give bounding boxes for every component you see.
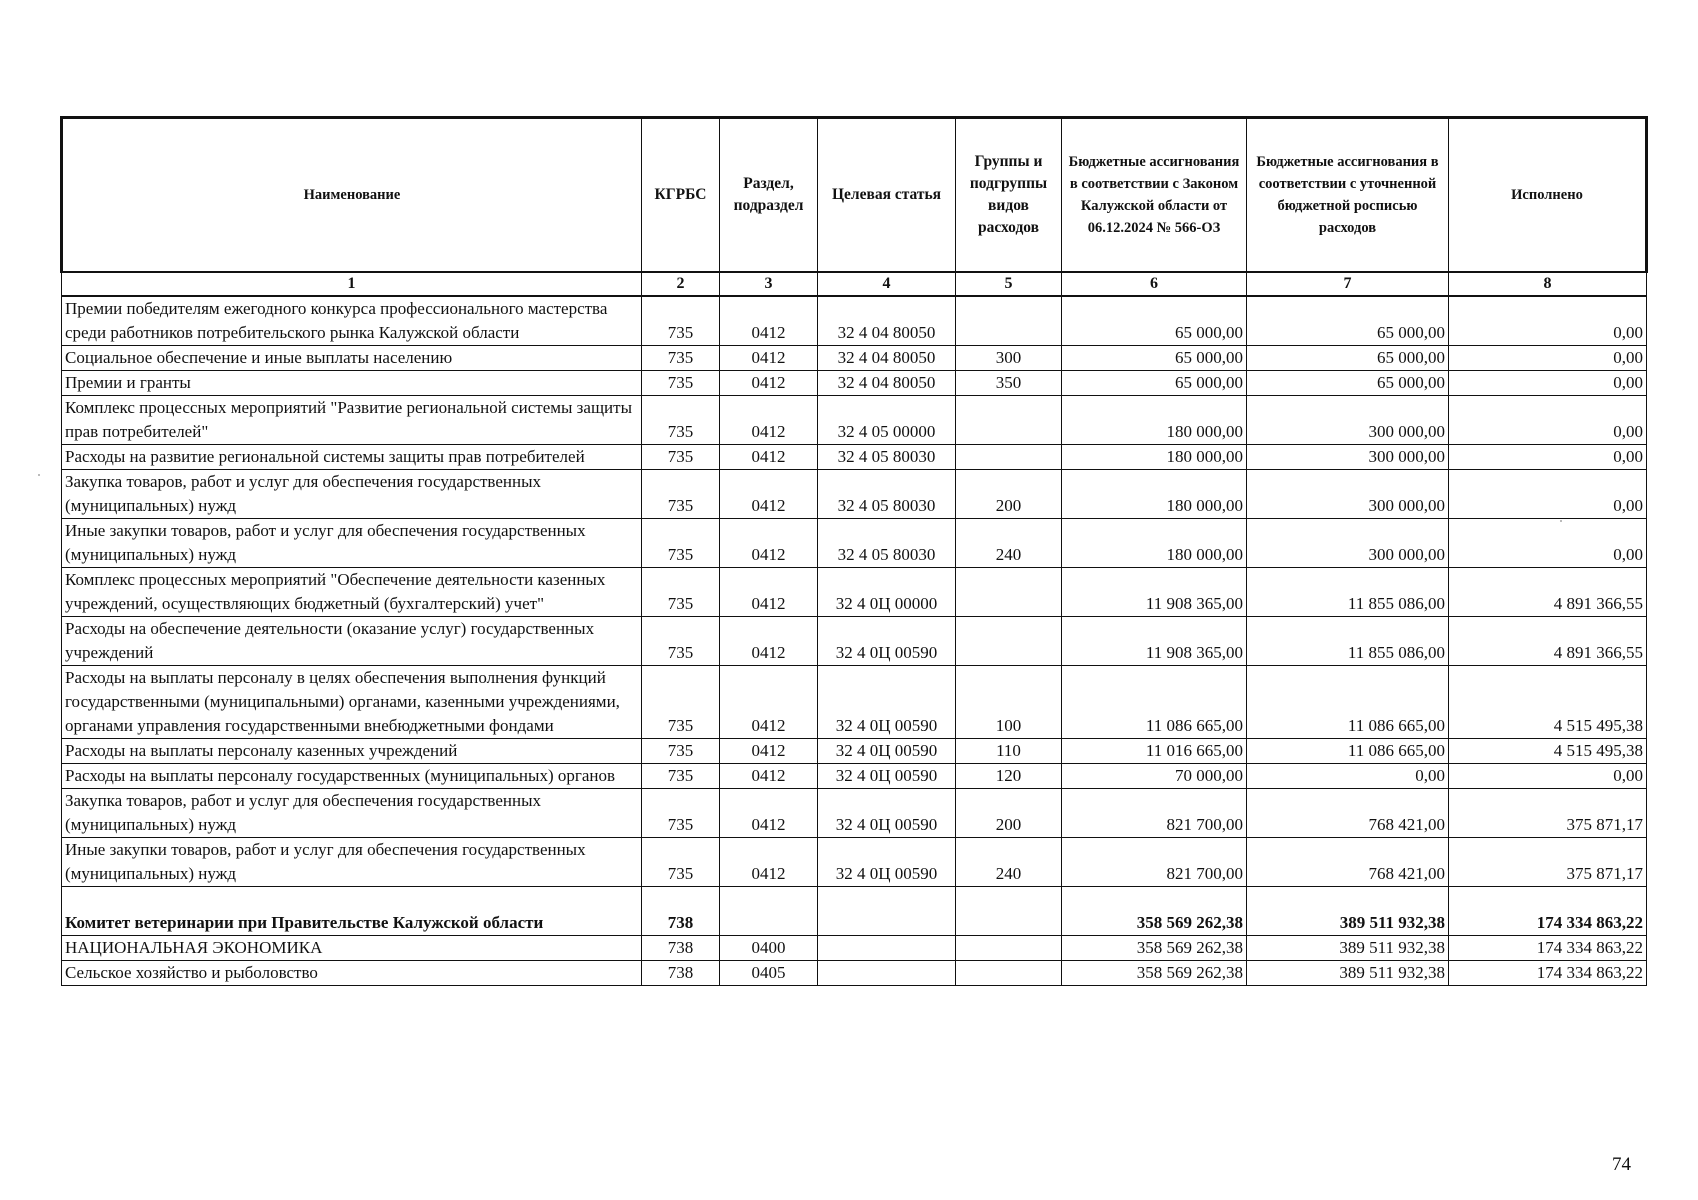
row-law-amount-cell: 65 000,00: [1062, 346, 1247, 371]
row-kgrbs-cell: 738: [642, 936, 720, 961]
row-law-amount-cell: 11 016 665,00: [1062, 739, 1247, 764]
row-name-cell: Иные закупки товаров, работ и услуг для обеспечения государственных (муниципальных) нужд: [62, 519, 642, 568]
table-row: [62, 838, 1647, 887]
header-expense-groups: Группы и подгруппы видов расходов: [956, 118, 1062, 273]
row-rospis-amount-cell: 11 086 665,00: [1247, 739, 1449, 764]
row-razdel-cell: 0412: [720, 371, 818, 396]
row-kgrbs-cell: 735: [642, 617, 720, 666]
row-name-cell: НАЦИОНАЛЬНАЯ ЭКОНОМИКА: [62, 936, 642, 961]
row-razdel-cell: 0412: [720, 396, 818, 445]
row-razdel-cell: 0412: [720, 739, 818, 764]
page-number: 74: [1612, 1154, 1631, 1175]
row-executed-amount-cell: 4 891 366,55: [1449, 568, 1647, 617]
row-rospis-amount-cell: 65 000,00: [1247, 371, 1449, 396]
row-executed-amount-cell: 375 871,17: [1449, 789, 1647, 838]
row-expense-group-cell: 100: [956, 666, 1062, 739]
row-razdel-cell: 0412: [720, 296, 818, 346]
row-razdel-cell: 0412: [720, 568, 818, 617]
row-target-article-cell: 32 4 04 80050: [818, 296, 956, 346]
row-rospis-amount-cell: 389 511 932,38: [1247, 961, 1449, 986]
row-name-cell: Сельское хозяйство и рыболовство: [62, 961, 642, 986]
row-law-amount-cell: 358 569 262,38: [1062, 936, 1247, 961]
scan-speck: [38, 474, 40, 476]
row-kgrbs-cell: 735: [642, 371, 720, 396]
row-rospis-amount-cell: 300 000,00: [1247, 470, 1449, 519]
header-row: [62, 118, 1647, 273]
row-name-cell: Расходы на выплаты персоналу в целях обеспечения выполнения функций государственными (муниципальными) органами, казенными учреждениями, органами управления государственными внебюджетными фондами: [62, 666, 642, 739]
row-razdel-cell: 0412: [720, 519, 818, 568]
row-rospis-amount-cell: 768 421,00: [1247, 789, 1449, 838]
header-razdel: Раздел, подраздел: [720, 118, 818, 273]
table-header: [62, 118, 1647, 297]
row-rospis-amount-cell: 11 086 665,00: [1247, 666, 1449, 739]
row-executed-amount-cell: 0,00: [1449, 346, 1647, 371]
table-row: [62, 346, 1647, 371]
row-target-article-cell: 32 4 05 80030: [818, 519, 956, 568]
row-executed-amount-cell: 0,00: [1449, 296, 1647, 346]
row-razdel-cell: 0412: [720, 470, 818, 519]
row-law-amount-cell: 358 569 262,38: [1062, 887, 1247, 936]
row-kgrbs-cell: 735: [642, 568, 720, 617]
table-row: [62, 470, 1647, 519]
row-law-amount-cell: 180 000,00: [1062, 519, 1247, 568]
column-number: 6: [1062, 272, 1247, 296]
header-name: Наименование: [62, 118, 642, 273]
row-rospis-amount-cell: 65 000,00: [1247, 296, 1449, 346]
header-target-article: Целевая статья: [818, 118, 956, 273]
row-target-article-cell: 32 4 0Ц 00590: [818, 617, 956, 666]
row-target-article-cell: [818, 887, 956, 936]
row-name-cell: Социальное обеспечение и иные выплаты населению: [62, 346, 642, 371]
row-executed-amount-cell: 0,00: [1449, 470, 1647, 519]
row-law-amount-cell: 821 700,00: [1062, 789, 1247, 838]
row-target-article-cell: 32 4 04 80050: [818, 371, 956, 396]
row-law-amount-cell: 65 000,00: [1062, 296, 1247, 346]
row-executed-amount-cell: 0,00: [1449, 396, 1647, 445]
row-rospis-amount-cell: 65 000,00: [1247, 346, 1449, 371]
table-row: [62, 617, 1647, 666]
table-row: [62, 789, 1647, 838]
row-razdel-cell: 0412: [720, 666, 818, 739]
table-row: [62, 961, 1647, 986]
table-row: [62, 371, 1647, 396]
row-executed-amount-cell: 174 334 863,22: [1449, 936, 1647, 961]
row-rospis-amount-cell: 11 855 086,00: [1247, 568, 1449, 617]
row-law-amount-cell: 11 908 365,00: [1062, 568, 1247, 617]
column-number: 4: [818, 272, 956, 296]
row-kgrbs-cell: 735: [642, 739, 720, 764]
row-name-cell: Иные закупки товаров, работ и услуг для обеспечения государственных (муниципальных) нужд: [62, 838, 642, 887]
row-razdel-cell: 0405: [720, 961, 818, 986]
row-razdel-cell: 0412: [720, 617, 818, 666]
row-name-cell: Расходы на выплаты персоналу казенных учреждений: [62, 739, 642, 764]
header-law-allocations: Бюджетные ассигнования в соответствии с Законом Калужской области от 06.12.2024 № 566-ОЗ: [1062, 118, 1247, 273]
row-expense-group-cell: [956, 568, 1062, 617]
column-number: 3: [720, 272, 818, 296]
header-kgrbs: КГРБС: [642, 118, 720, 273]
row-executed-amount-cell: 0,00: [1449, 519, 1647, 568]
row-target-article-cell: 32 4 0Ц 00590: [818, 838, 956, 887]
row-expense-group-cell: [956, 887, 1062, 936]
row-expense-group-cell: 120: [956, 764, 1062, 789]
row-name-cell: Премии и гранты: [62, 371, 642, 396]
row-kgrbs-cell: 738: [642, 961, 720, 986]
row-target-article-cell: [818, 961, 956, 986]
row-target-article-cell: 32 4 0Ц 00590: [818, 789, 956, 838]
row-razdel-cell: 0412: [720, 838, 818, 887]
row-name-cell: Комитет ветеринарии при Правительстве Калужской области: [62, 887, 642, 936]
row-law-amount-cell: 358 569 262,38: [1062, 961, 1247, 986]
row-expense-group-cell: 110: [956, 739, 1062, 764]
row-target-article-cell: 32 4 05 80030: [818, 470, 956, 519]
row-kgrbs-cell: 735: [642, 789, 720, 838]
row-kgrbs-cell: 735: [642, 296, 720, 346]
row-kgrbs-cell: 735: [642, 445, 720, 470]
row-executed-amount-cell: 174 334 863,22: [1449, 887, 1647, 936]
table-row: [62, 519, 1647, 568]
row-law-amount-cell: 11 908 365,00: [1062, 617, 1247, 666]
row-razdel-cell: [720, 887, 818, 936]
row-rospis-amount-cell: 300 000,00: [1247, 519, 1449, 568]
budget-table: [60, 116, 1648, 986]
row-razdel-cell: 0412: [720, 764, 818, 789]
row-target-article-cell: 32 4 0Ц 00590: [818, 739, 956, 764]
table-row: [62, 296, 1647, 346]
header-executed: Исполнено: [1449, 118, 1647, 273]
row-expense-group-cell: 200: [956, 470, 1062, 519]
column-number-row: [62, 272, 1647, 296]
row-rospis-amount-cell: 0,00: [1247, 764, 1449, 789]
table-row: [62, 568, 1647, 617]
row-rospis-amount-cell: 11 855 086,00: [1247, 617, 1449, 666]
scan-speck: [1560, 520, 1562, 522]
row-expense-group-cell: 300: [956, 346, 1062, 371]
row-razdel-cell: 0412: [720, 445, 818, 470]
row-kgrbs-cell: 738: [642, 887, 720, 936]
row-law-amount-cell: 180 000,00: [1062, 470, 1247, 519]
row-expense-group-cell: 350: [956, 371, 1062, 396]
row-rospis-amount-cell: 768 421,00: [1247, 838, 1449, 887]
table-row: [62, 396, 1647, 445]
column-number: 2: [642, 272, 720, 296]
row-executed-amount-cell: 4 515 495,38: [1449, 739, 1647, 764]
table-row: [62, 936, 1647, 961]
row-expense-group-cell: [956, 445, 1062, 470]
row-name-cell: Комплекс процессных мероприятий "Обеспечение деятельности казенных учреждений, осуществляющих бюджетный (бухгалтерский) учет": [62, 568, 642, 617]
row-law-amount-cell: 70 000,00: [1062, 764, 1247, 789]
row-expense-group-cell: 200: [956, 789, 1062, 838]
row-expense-group-cell: [956, 936, 1062, 961]
row-executed-amount-cell: 0,00: [1449, 371, 1647, 396]
row-name-cell: Расходы на развитие региональной системы защиты прав потребителей: [62, 445, 642, 470]
row-name-cell: Закупка товаров, работ и услуг для обеспечения государственных (муниципальных) нужд: [62, 789, 642, 838]
row-expense-group-cell: 240: [956, 838, 1062, 887]
row-razdel-cell: 0412: [720, 346, 818, 371]
row-rospis-amount-cell: 300 000,00: [1247, 445, 1449, 470]
row-razdel-cell: 0400: [720, 936, 818, 961]
row-kgrbs-cell: 735: [642, 666, 720, 739]
row-kgrbs-cell: 735: [642, 346, 720, 371]
row-law-amount-cell: 180 000,00: [1062, 445, 1247, 470]
row-executed-amount-cell: 375 871,17: [1449, 838, 1647, 887]
table-row: [62, 739, 1647, 764]
row-target-article-cell: 32 4 05 80030: [818, 445, 956, 470]
row-law-amount-cell: 11 086 665,00: [1062, 666, 1247, 739]
row-target-article-cell: 32 4 0Ц 00000: [818, 568, 956, 617]
row-executed-amount-cell: 4 891 366,55: [1449, 617, 1647, 666]
row-name-cell: Комплекс процессных мероприятий "Развитие региональной системы защиты прав потребителей": [62, 396, 642, 445]
row-name-cell: Закупка товаров, работ и услуг для обеспечения государственных (муниципальных) нужд: [62, 470, 642, 519]
row-law-amount-cell: 821 700,00: [1062, 838, 1247, 887]
column-number: 1: [62, 272, 642, 296]
table-row: [62, 445, 1647, 470]
table-row: [62, 666, 1647, 739]
column-number: 7: [1247, 272, 1449, 296]
row-law-amount-cell: 65 000,00: [1062, 371, 1247, 396]
row-name-cell: Расходы на обеспечение деятельности (оказание услуг) государственных учреждений: [62, 617, 642, 666]
row-rospis-amount-cell: 389 511 932,38: [1247, 887, 1449, 936]
row-expense-group-cell: 240: [956, 519, 1062, 568]
row-executed-amount-cell: 0,00: [1449, 764, 1647, 789]
row-kgrbs-cell: 735: [642, 764, 720, 789]
row-executed-amount-cell: 0,00: [1449, 445, 1647, 470]
row-target-article-cell: 32 4 0Ц 00590: [818, 666, 956, 739]
row-kgrbs-cell: 735: [642, 470, 720, 519]
table-body: [62, 296, 1647, 986]
row-target-article-cell: [818, 936, 956, 961]
row-target-article-cell: 32 4 0Ц 00590: [818, 764, 956, 789]
row-kgrbs-cell: 735: [642, 838, 720, 887]
row-rospis-amount-cell: 389 511 932,38: [1247, 936, 1449, 961]
header-rospis-allocations: Бюджетные ассигнования в соответствии с уточненной бюджетной росписью расходов: [1247, 118, 1449, 273]
row-name-cell: Расходы на выплаты персоналу государственных (муниципальных) органов: [62, 764, 642, 789]
row-name-cell: Премии победителям ежегодного конкурса профессионального мастерства среди работников потребительского рынка Калужской области: [62, 296, 642, 346]
column-number: 5: [956, 272, 1062, 296]
row-expense-group-cell: [956, 396, 1062, 445]
budget-table-container: [60, 116, 1645, 986]
row-razdel-cell: 0412: [720, 789, 818, 838]
row-expense-group-cell: [956, 961, 1062, 986]
row-target-article-cell: 32 4 05 00000: [818, 396, 956, 445]
table-row: [62, 764, 1647, 789]
row-executed-amount-cell: 4 515 495,38: [1449, 666, 1647, 739]
row-executed-amount-cell: 174 334 863,22: [1449, 961, 1647, 986]
row-target-article-cell: 32 4 04 80050: [818, 346, 956, 371]
row-expense-group-cell: [956, 617, 1062, 666]
row-kgrbs-cell: 735: [642, 396, 720, 445]
column-number: 8: [1449, 272, 1647, 296]
row-rospis-amount-cell: 300 000,00: [1247, 396, 1449, 445]
table-row: [62, 887, 1647, 936]
row-law-amount-cell: 180 000,00: [1062, 396, 1247, 445]
row-kgrbs-cell: 735: [642, 519, 720, 568]
row-expense-group-cell: [956, 296, 1062, 346]
